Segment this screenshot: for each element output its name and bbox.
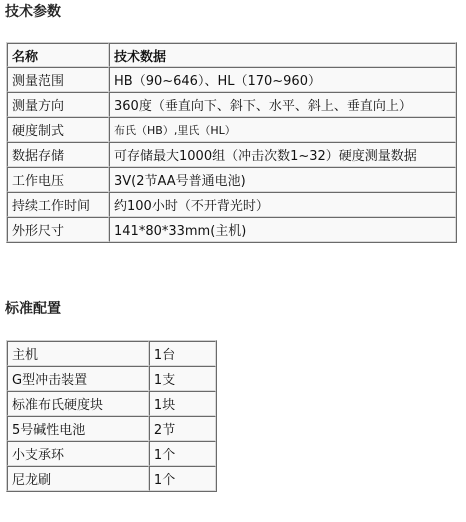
spec-name-cell: 测量范围	[7, 67, 109, 92]
config-section-title: 标准配置	[5, 301, 61, 317]
table-row	[7, 366, 216, 391]
spec-name-cell: 硬度制式	[7, 117, 109, 142]
table-row	[7, 67, 456, 92]
config-qty-cell: 1个	[149, 441, 216, 466]
header-data-cell: 技术数据	[109, 43, 456, 67]
config-item-cell: G型冲击装置	[7, 366, 149, 391]
table-row	[7, 92, 456, 117]
spec-section-title: 技术参数	[5, 4, 61, 20]
header-name-cell: 名称	[7, 43, 109, 67]
config-item-cell: 尼龙刷	[7, 466, 149, 491]
table-row	[7, 341, 216, 366]
spec-value-cell: 360度（垂直向下、斜下、水平、斜上、垂直向上）	[109, 92, 456, 117]
table-row	[7, 466, 216, 491]
table-row	[7, 117, 456, 142]
spec-name-cell: 测量方向	[7, 92, 109, 117]
config-table	[6, 340, 217, 492]
spec-name-cell: 数据存储	[7, 142, 109, 167]
spec-value-cell: 3V(2节AA号普通电池)	[109, 167, 456, 192]
spec-name-cell: 持续工作时间	[7, 192, 109, 217]
spec-value-cell: 141*80*33mm(主机)	[109, 217, 456, 242]
table-row	[7, 142, 456, 167]
config-qty-cell: 1块	[149, 391, 216, 416]
spec-name-cell: 工作电压	[7, 167, 109, 192]
spec-table	[6, 42, 457, 243]
config-qty-cell: 2节	[149, 416, 216, 441]
table-row	[7, 217, 456, 242]
spec-value-cell: 可存储最大1000组（冲击次数1~32）硬度测量数据	[109, 142, 456, 167]
table-header-row	[7, 43, 456, 67]
table-row	[7, 441, 216, 466]
config-item-cell: 标准布氏硬度块	[7, 391, 149, 416]
config-item-cell: 主机	[7, 341, 149, 366]
spec-value-cell: 布氏（HB）,里氏（HL）	[109, 117, 456, 142]
spec-value-cell: HB（90~646）、HL（170~960）	[109, 67, 456, 92]
table-row	[7, 192, 456, 217]
spec-name-cell: 外形尺寸	[7, 217, 109, 242]
config-item-cell: 小支承环	[7, 441, 149, 466]
config-qty-cell: 1台	[149, 341, 216, 366]
table-row	[7, 167, 456, 192]
spec-value-cell: 约100小时（不开背光时）	[109, 192, 456, 217]
config-item-cell: 5号碱性电池	[7, 416, 149, 441]
config-qty-cell: 1个	[149, 466, 216, 491]
table-row	[7, 391, 216, 416]
config-qty-cell: 1支	[149, 366, 216, 391]
table-row	[7, 416, 216, 441]
